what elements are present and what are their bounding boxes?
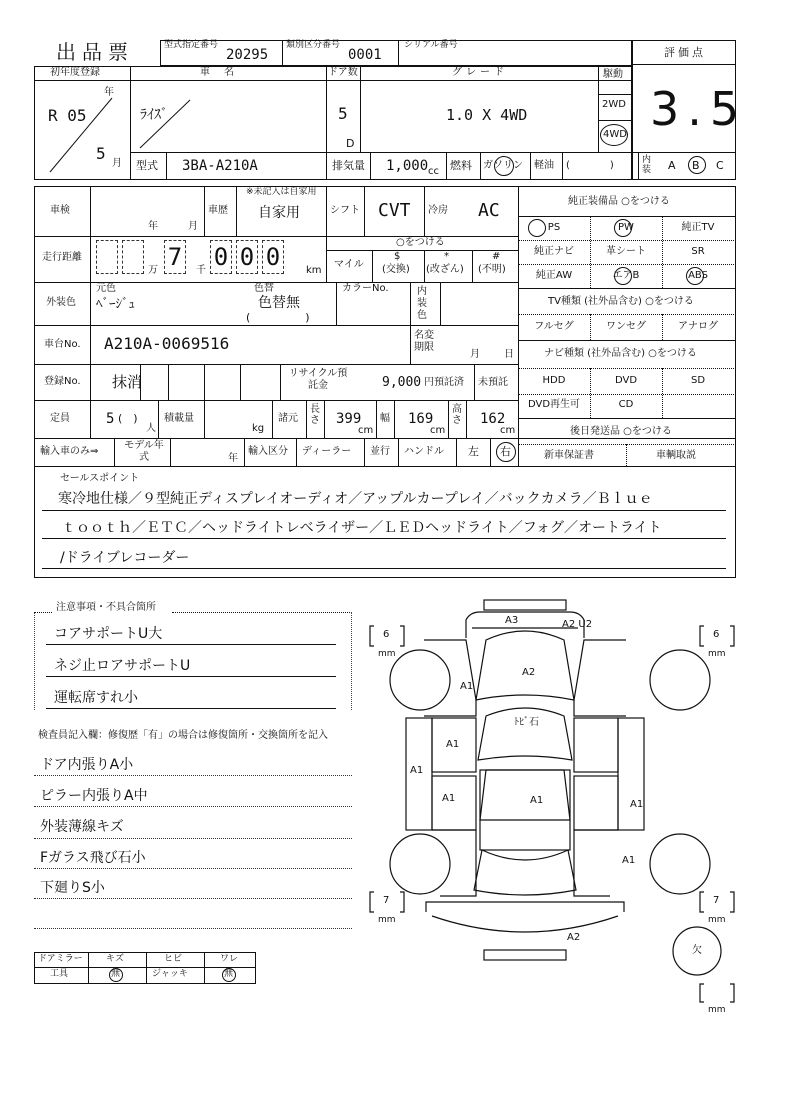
name-col-label: 車 名 [200, 67, 236, 78]
recycle-label: リサイクル預託金 [288, 368, 348, 391]
later-item-warranty: 新車保証書 [544, 450, 594, 461]
capacity-paren: ( ) [118, 412, 138, 425]
exterior-label: 外装色 [46, 297, 76, 308]
interior-grade-b: B [692, 159, 700, 172]
displacement-label: 排気量 [332, 159, 365, 172]
equip-grid-item-6: SR [691, 246, 705, 257]
tool-table-header-crack: ヒビ [164, 954, 183, 964]
evaluation-score: 3.5 [650, 82, 748, 136]
mark-hood: A2 [522, 667, 536, 678]
tire-unit-spare: mm [708, 1005, 726, 1015]
fuel-gasoline: ガソリン [483, 160, 523, 171]
equip-grid-item-5: 革シート [606, 246, 646, 257]
mark-rear-bumper: A2 [567, 932, 581, 943]
later-item-manual: 車輌取説 [656, 450, 696, 461]
capacity-unit: 人 [146, 423, 156, 434]
tire-depth-fr: 6 [713, 629, 720, 640]
title-period-month: 月 [470, 349, 480, 360]
grade-col-label: グレード [452, 67, 508, 78]
repaint-label: 色替 [254, 283, 274, 294]
grade-name: 1.0 X 4WD [446, 106, 528, 124]
inspector-label: 検査員記入欄：修復歴「有」の場合は修復箇所・交換箇所を記入 [38, 730, 328, 741]
history-label: 車歴 [208, 205, 228, 216]
fuel-other: ( ) [566, 160, 614, 171]
evaluation-label: 評価点 [664, 46, 706, 59]
mark-tamper-sym: * [444, 251, 449, 262]
vehicle-type: 3BA-A210A [182, 158, 258, 174]
mark-door-rear-left: A1 [442, 793, 456, 804]
color-no-label: カラーNo. [342, 283, 389, 294]
import-label: 輸入車のみ⇒ [40, 446, 99, 457]
height-unit: cm [500, 425, 516, 436]
mark-front-bumper: A3 [505, 615, 519, 626]
inspector-line-2: ピラー内張りA中 [40, 788, 148, 804]
dealer-label: ディーラー [302, 446, 352, 457]
mile-label: マイル [334, 259, 364, 270]
mark-roof: A1 [530, 795, 544, 806]
equip-grid-item-4: 純正ナビ [534, 246, 574, 257]
month-unit: 月 [112, 158, 122, 169]
nav-title: ナビ種類 (社外品含む) ○をつける [544, 348, 697, 359]
inspector-line-4: Fガラス飛び石小 [40, 850, 146, 866]
capacity-value: 5 [106, 411, 115, 427]
mark-tamper: (改ざん) [426, 264, 464, 275]
jack-row-label: ジャッキ [152, 969, 188, 979]
history-note: ※未記入は自家用 [246, 187, 317, 197]
mark-exchange: (交換) [382, 264, 410, 275]
mark-fender-left: A1 [460, 681, 474, 692]
length-unit: cm [358, 425, 374, 436]
mark-quarter-right: A1 [622, 855, 636, 866]
model-year-label: モデル年式 [124, 440, 164, 463]
category-label: 類別区分番号 [286, 40, 341, 50]
inspector-line-3: 外装薄線キズ [40, 819, 124, 835]
equip-grid-item-9: ABS [688, 270, 708, 281]
sales-line-3: /ドライブレコーダー [60, 550, 190, 566]
orig-color-label: 元色 [96, 283, 116, 294]
import-type-label: 輸入区分 [248, 446, 288, 457]
fuel-label: 燃料 [450, 159, 472, 172]
mileage-km-unit: km [306, 265, 322, 276]
shift-value: CVT [378, 200, 411, 221]
nav-grid-item-1: HDD [542, 375, 566, 386]
reg-no-value: 抹消 [112, 373, 143, 391]
repaint-value: 色替無 [258, 295, 300, 311]
width-value: 169 [408, 411, 434, 427]
length-value: 399 [336, 411, 362, 427]
vehicle-name: ﾗｲｽﾞ [140, 107, 168, 123]
nav-grid-item-3: SD [690, 375, 706, 386]
equip-grid-item-7: 純正AW [535, 270, 573, 281]
mark-note: ○をつける [396, 237, 445, 248]
tool-row-label: 工具 [50, 969, 69, 979]
history-value: 自家用 [258, 205, 300, 221]
mark-pillar-left: A1 [410, 765, 424, 776]
mileage-digit-6: 0 [262, 240, 284, 274]
equip-grid-item-2: PW [618, 222, 634, 233]
model-designation-label: 型式指定番号 [164, 40, 219, 50]
note-line-1: コアサポートU大 [54, 626, 163, 642]
title-period-day: 日 [504, 349, 514, 360]
width-label: 幅 [380, 413, 390, 424]
drive-2wd: 2WD [602, 99, 626, 110]
sales-label: セールスポイント [60, 473, 140, 484]
inspection-year-unit: 年 [148, 221, 158, 232]
inspection-label: 車検 [50, 205, 70, 216]
dims-label: 諸元 [278, 413, 298, 424]
tv-grid-item-1: フルセグ [534, 321, 574, 332]
first-reg-month: 5 [96, 144, 106, 163]
year-unit: 年 [104, 87, 114, 98]
notes-label: 注意事項・不具合箇所 [56, 602, 156, 613]
tire-depth-fl: 6 [383, 629, 390, 640]
mileage-man-unit: 万 [148, 265, 158, 276]
parallel-label: 並行 [370, 446, 390, 457]
tire-depth-rr: 7 [713, 895, 720, 906]
fuel-diesel: 軽油 [534, 160, 554, 171]
drive-label: 駆動 [603, 69, 623, 80]
mark-windshield: ﾄﾋﾞ石 [514, 717, 539, 728]
tool-table-header-break: ワレ [220, 954, 239, 964]
nav-grid-item-5: CD [618, 399, 634, 410]
tire-depth-rl: 7 [383, 895, 390, 906]
nav-grid-item-4: DVD再生可 [527, 399, 581, 410]
mark-door-front-left: A1 [446, 739, 460, 750]
load-label: 積載量 [164, 413, 194, 424]
load-unit: kg [252, 423, 265, 434]
note-line-2: ネジ止ロアサポートU [54, 658, 191, 674]
tire-unit-rr: mm [708, 915, 726, 925]
mileage-digit-4: 0 [210, 240, 232, 274]
displacement-value: 1,000 [386, 158, 429, 174]
handle-label: ハンドル [404, 446, 444, 457]
shift-label: シフト [330, 205, 360, 216]
interior-grade-label: 内装 [642, 155, 652, 175]
tv-grid-item-3: アナログ [678, 321, 718, 332]
sales-line-1: 寒冷地仕様／９型純正ディスプレイオーディオ／アップルカープレイ／バックカメラ／Ｂｌｕｅ [58, 491, 653, 507]
first-reg-label: 初年度登録 [50, 67, 100, 78]
drive-4wd: 4WD [603, 129, 627, 140]
ac-value: AC [478, 200, 500, 221]
repaint-paren: ( ) [246, 311, 310, 324]
door-count: 5 [338, 104, 348, 123]
mileage-sen-unit: 千 [196, 265, 206, 276]
reg-no-label: 登録No. [44, 376, 81, 387]
model-designation-value: 20295 [226, 47, 269, 63]
displacement-unit: cc [428, 166, 439, 177]
mark-door-rear-right: A1 [630, 799, 644, 810]
equip-grid-item-1: PS [547, 222, 561, 233]
height-value: 162 [480, 411, 506, 427]
inspector-line-1: ドア内張りA小 [40, 757, 134, 773]
sheet-title: 出品票 [56, 40, 134, 64]
recycle-unpaid: 未預託 [478, 377, 508, 388]
later-title: 後日発送品 ○をつける [570, 426, 672, 437]
chassis-value: A210A-0069516 [104, 334, 230, 353]
width-unit: cm [430, 425, 446, 436]
type-label: 型式 [136, 159, 158, 172]
category-value: 0001 [348, 47, 382, 63]
mark-unknown-sym: # [492, 251, 501, 262]
tool-table-header-mirror: ドアミラー [38, 954, 83, 964]
recycle-unit: 円預託済 [424, 377, 464, 388]
equip-grid-item-8: エアB [612, 270, 640, 281]
serial-label: シリアル番号 [404, 40, 458, 50]
interior-color-label: 内装色 [417, 286, 427, 321]
tire-unit-fl: mm [378, 649, 396, 659]
tire-unit-fr: mm [708, 649, 726, 659]
interior-grade-c: C [716, 159, 724, 172]
inspector-line-5: 下廻りS小 [40, 880, 105, 896]
orig-color-value: ﾍﾞｰｼﾞｭ [96, 297, 135, 312]
capacity-label: 定員 [50, 413, 70, 424]
mark-unknown: (不明) [478, 264, 506, 275]
equip-grid-item-3: 純正TV [681, 222, 715, 233]
mark-front-bumper-right: A2 U2 [562, 619, 593, 630]
tv-grid-item-2: ワンセグ [606, 321, 646, 332]
first-reg-era: R 05 [48, 106, 87, 125]
nav-grid-item-2: DVD [614, 375, 638, 386]
title-period-label: 名変期限 [414, 330, 434, 353]
length-label: 長さ [310, 404, 320, 426]
jack-row-value: 無 [224, 969, 234, 979]
mileage-digit-5: 0 [236, 240, 258, 274]
tool-table-header-scratch: キズ [106, 954, 124, 964]
spare-tire-label: 欠 [692, 945, 702, 956]
mileage-label: 走行距離 [42, 252, 82, 263]
chassis-label: 車台No. [44, 339, 81, 350]
recycle-value: 9,000 [382, 375, 422, 390]
mileage-digit-3: 7 [164, 240, 186, 274]
tv-title: TV種類 (社外品含む) ○をつける [548, 296, 694, 307]
ac-label: 冷房 [428, 205, 448, 216]
model-year-unit: 年 [228, 453, 238, 464]
handle-left: 左 [468, 445, 479, 458]
door-type: D [346, 137, 355, 150]
note-line-3: 運転席すれ小 [54, 690, 138, 706]
mark-exchange-sym: $ [394, 251, 401, 262]
sales-line-2: ｔｏｏｔｈ／ＥＴＣ／ヘッドライトレベライザー／ＬＥＤヘッドライト／フォグ／オートライト [62, 520, 662, 536]
height-label: 高さ [452, 404, 462, 426]
handle-right: 右 [500, 445, 511, 458]
doors-label: ドア数 [328, 67, 358, 78]
equipment-title: 純正装備品 ○をつける [568, 196, 670, 207]
inspection-month-unit: 月 [188, 221, 198, 232]
tire-unit-rl: mm [378, 915, 396, 925]
interior-grade-a: A [668, 159, 676, 172]
tool-row-value: 無 [111, 969, 121, 979]
